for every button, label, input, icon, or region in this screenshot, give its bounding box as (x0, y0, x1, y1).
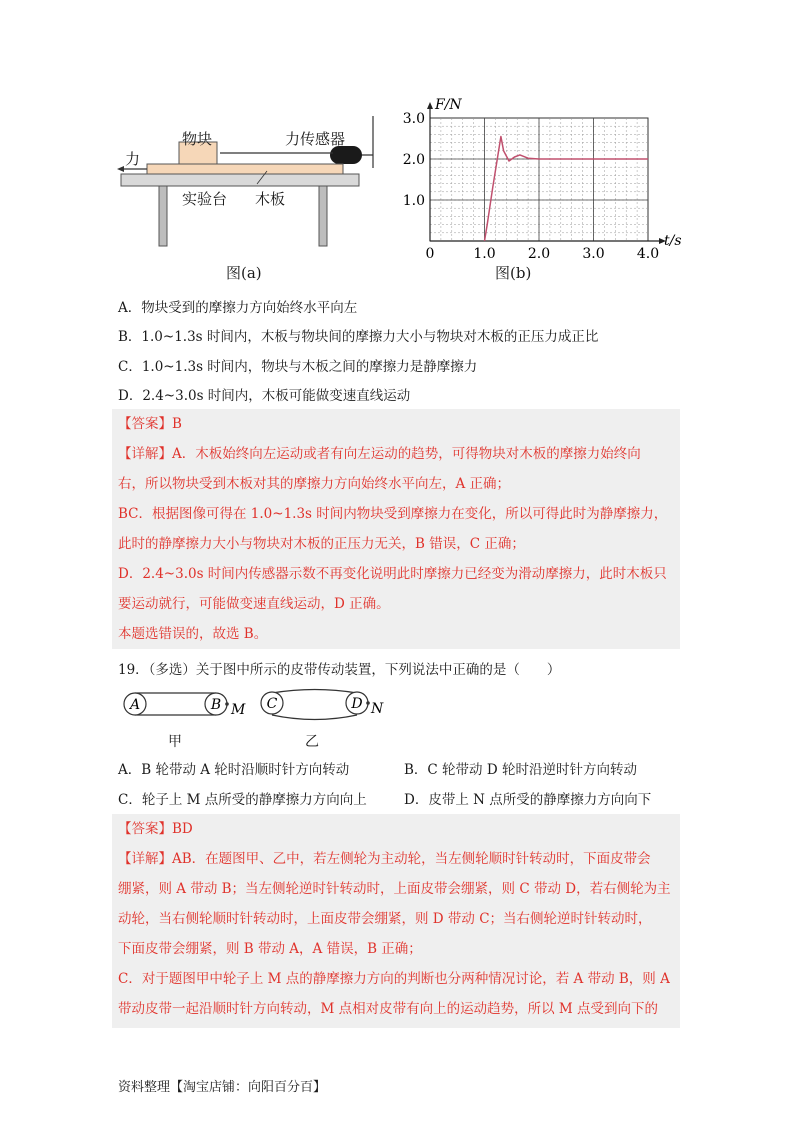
q18-explain-line: 【详解】A．木板始终向左运动或者有向左运动的趋势，可得物块对木板的摩擦力始终向 (118, 446, 641, 462)
wood-board (147, 164, 343, 174)
q18-option-d: D．2.4~3.0s 时间内，木板可能做变速直线运动 (118, 388, 411, 404)
point-m (225, 702, 229, 706)
label-table: 实验台 (182, 190, 228, 208)
label-sensor: 力传感器 (285, 130, 346, 148)
y-tick-label: 1.0 (402, 193, 425, 209)
y-axis-label: F/N (435, 97, 462, 113)
q18-answer: 【答案】B (118, 416, 182, 432)
y-tick-label: 2.0 (402, 152, 425, 168)
q19-option-c: C．轮子上 M 点所受的静摩擦力方向向上 (118, 792, 367, 808)
belt-figure-jia (118, 688, 253, 728)
wheel-c-label: C (266, 696, 278, 712)
x-tick-label: 3.0 (582, 246, 605, 262)
wheel-a-label: A (129, 697, 141, 713)
test-table (121, 174, 359, 186)
q19-option-a: A．B 轮带动 A 轮时沿顺时针方向转动 (118, 762, 350, 778)
arrow-left-icon (117, 166, 124, 172)
y-tick-label: 3.0 (402, 111, 425, 127)
x-axis-label: t/s (664, 233, 682, 249)
q18-option-c: C．1.0~1.3s 时间内，物块与木板之间的摩擦力是静摩擦力 (118, 359, 478, 375)
q18-option-b: B．1.0~1.3s 时间内，木板与物块间的摩擦力大小与物块对木板的正压力成正比 (118, 329, 599, 345)
q19-explain-line: 绷紧，则 A 带动 B；当左侧轮逆时针转动时，上面皮带会绷紧，则 C 带动 D，若右侧轮为主 (118, 881, 671, 897)
figure-b-chart (400, 95, 685, 285)
q18-explain-line: 要运动就行，可能做变速直线运动，D 正确。 (118, 596, 390, 612)
q19-explain-line: 【详解】AB．在题图甲、乙中，若左侧轮为主动轮，当左侧轮顺时针转动时，下面皮带会 (118, 851, 651, 867)
q19-option-b: B．C 轮带动 D 轮时沿逆时针方向转动 (404, 762, 637, 778)
label-force: 力 (125, 150, 141, 168)
q19-answer: 【答案】BD (118, 821, 193, 837)
q19-explain-line: C．对于题图甲中轮子上 M 点的静摩擦力方向的判断也分两种情况讨论，若 A 带动 B，则 A (118, 971, 670, 987)
q18-explain-line: 此时的静摩擦力大小与物块对木板的正压力无关，B 错误，C 正确； (118, 536, 525, 552)
label-block: 物块 (182, 130, 213, 148)
point-m-label: M (231, 702, 246, 718)
q18-explain-line: BC．根据图像可得在 1.0~1.3s 时间内物块受到摩擦力在变化，所以可得此时为静摩擦力， (118, 506, 668, 522)
q19-stem: 19．（多选）关于图中所示的皮带传动装置，下列说法中正确的是（ ） (118, 662, 561, 678)
caption-yi: 乙 (305, 734, 319, 750)
figure-b-caption: 图(b) (495, 264, 532, 282)
q19-explain-line: 下面皮带会绷紧，则 B 带动 A，A 错误，B 正确； (118, 941, 422, 957)
caption-jia: 甲 (168, 734, 182, 750)
q18-explain-line: 本题选错误的，故选 B。 (118, 626, 268, 642)
point-n (366, 701, 370, 705)
figure-a-caption: 图(a) (226, 264, 262, 282)
belt-figure-yi (257, 688, 387, 728)
q19-option-d: D．皮带上 N 点所受的静摩擦力方向向下 (404, 792, 652, 808)
q19-explain-line: 动轮，当右侧轮顺时针转动时，上面皮带会绷紧，则 D 带动 C；当右侧轮逆时针转动时， (118, 911, 652, 927)
point-n-label: N (371, 701, 384, 717)
x-tick-label: 2.0 (527, 246, 551, 262)
x-tick-label: 0 (425, 246, 435, 262)
q18-explain-line: 右，所以物块受到木板对其的摩擦力方向始终水平向左，A 正确； (118, 476, 511, 492)
label-board: 木板 (255, 190, 286, 208)
x-tick-label: 1.0 (473, 246, 496, 262)
wheel-d-label: D (351, 696, 363, 712)
q19-explain-line: 带动皮带一起沿顺时针方向转动，M 点相对皮带有向上的运动趋势，所以 M 点受到向下的 (118, 1001, 659, 1017)
wheel-b-label: B (210, 697, 222, 713)
footer-source: 资料整理【淘宝店铺：向阳百分百】 (118, 1080, 327, 1095)
q18-answer-box (112, 409, 680, 649)
q19-answer-box (112, 814, 680, 1028)
x-tick-label: 4.0 (636, 246, 660, 262)
y-axis-arrow-icon (427, 102, 433, 109)
q18-option-a: A．物块受到的摩擦力方向始终水平向左 (118, 300, 358, 316)
q18-explain-line: D．2.4~3.0s 时间内传感器示数不再变化说明此时摩擦力已经变为滑动摩擦力，此时木板只 (118, 566, 667, 582)
